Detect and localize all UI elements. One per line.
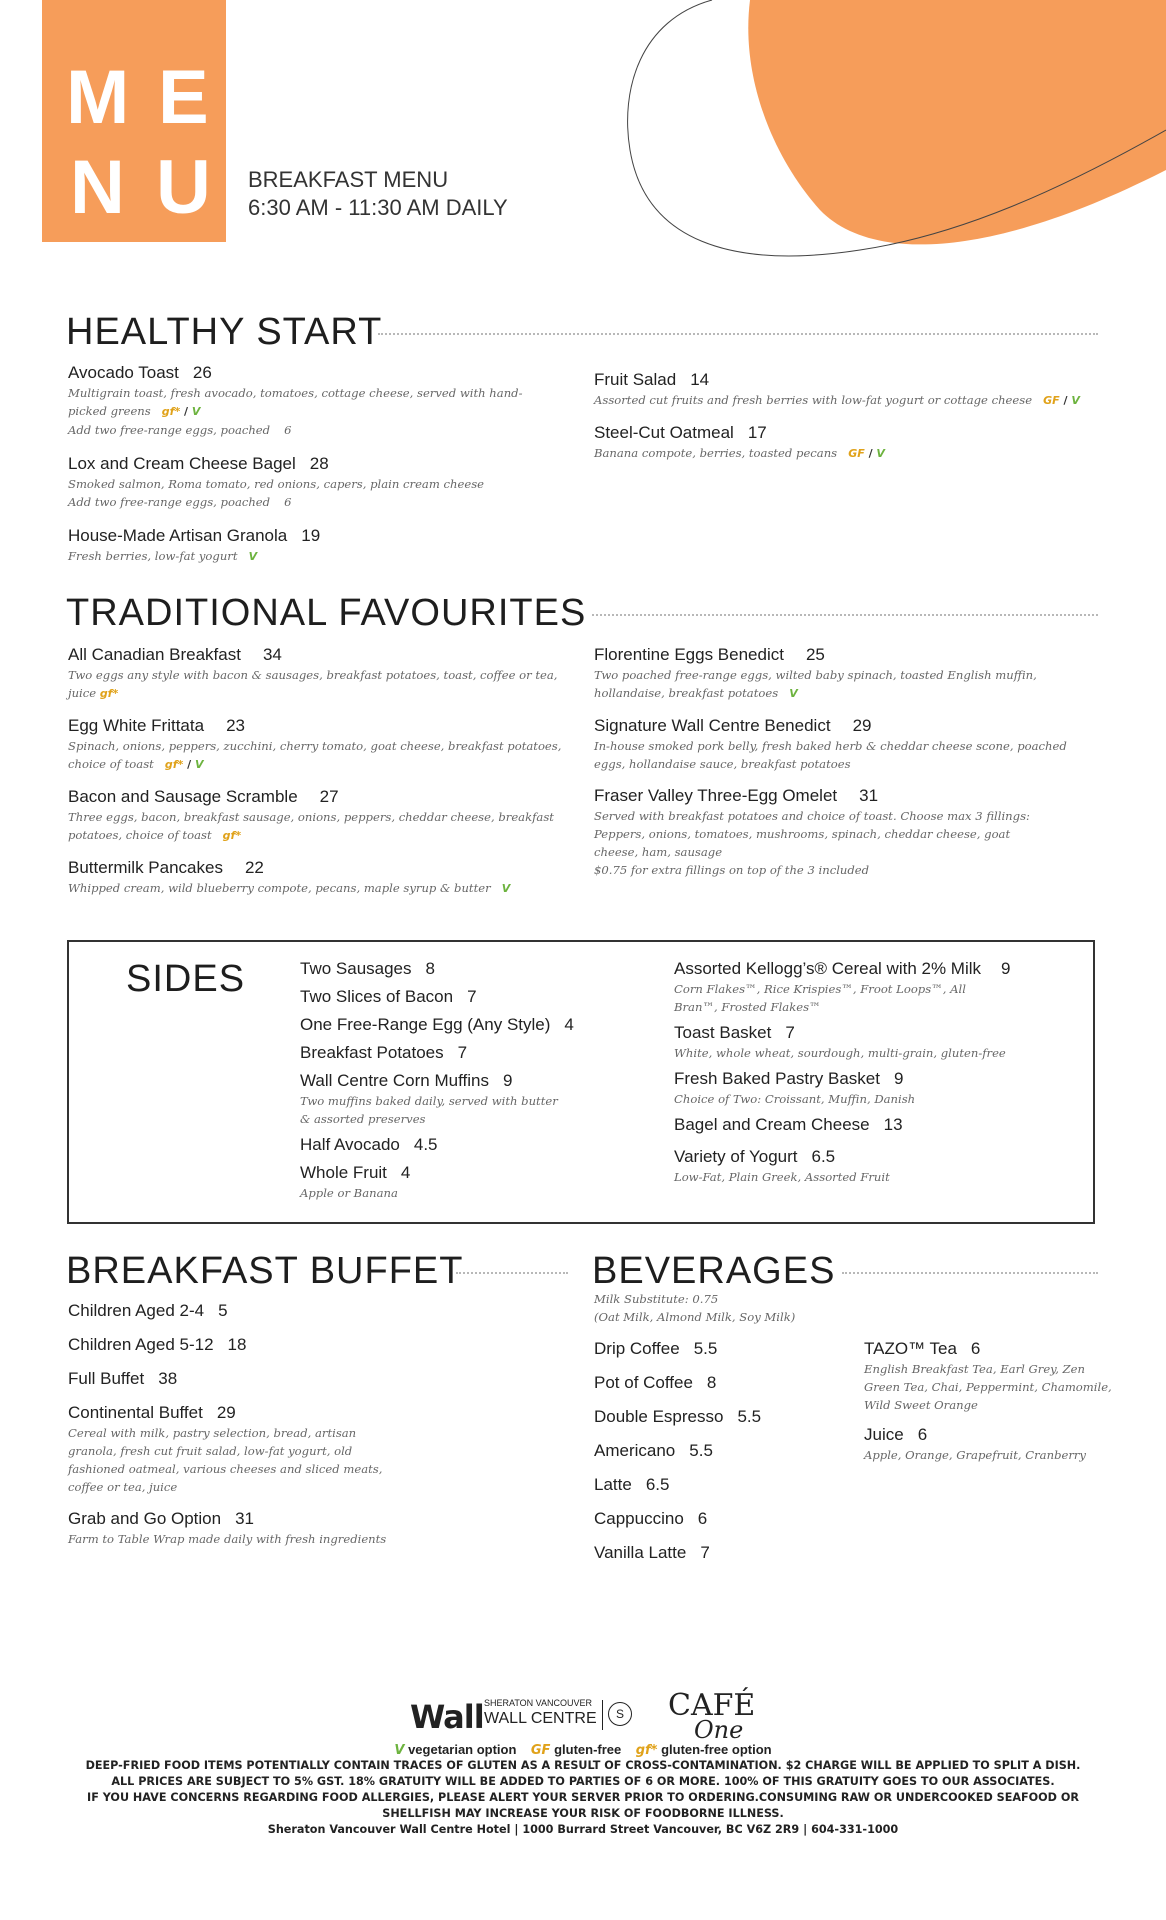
item-price: 22	[244, 858, 264, 877]
side-item	[674, 1114, 1084, 1136]
item-description: English Breakfast Tea, Earl Grey, Zen Green Tea, Chai, Peppermint, Chamomile, Wild Sweet Orange	[864, 1362, 1112, 1412]
item-description: Spinach, onions, peppers, zucchini, cherry tomato, goat cheese, breakfast potatoes, choice of toast	[68, 739, 562, 771]
item-name: Americano	[594, 1441, 676, 1460]
healthy-start-left-column	[68, 362, 548, 566]
item-price: 31	[859, 786, 879, 805]
item-name: Latte	[594, 1475, 632, 1494]
beverages-note	[594, 1290, 854, 1326]
item-price: 8	[706, 1373, 717, 1392]
item-name: Pot of Coffee	[594, 1373, 693, 1392]
sides-frame-corner	[1093, 940, 1095, 958]
menu-item-avocado-toast: Avocado Toast 26 Multigrain toast, fresh avocado, tomatoes, cottage cheese, served with hand-picked greens gf* / V Add two free-range eggs, poached 6	[68, 363, 523, 437]
menu-letter-e: E	[158, 55, 209, 140]
item-price: 18	[227, 1335, 247, 1354]
side-item	[300, 1042, 660, 1064]
section-divider	[378, 333, 1098, 335]
cafe-one-logo-script: One	[694, 1716, 744, 1744]
cafe-one-logo: CAFÉ	[668, 1688, 756, 1723]
footer	[0, 1742, 1166, 1838]
item-name: Grab and Go Option	[68, 1509, 222, 1528]
item-price: 14	[690, 370, 710, 389]
vegetarian-tag: V	[191, 405, 201, 418]
item-name: Half Avocado	[300, 1135, 400, 1154]
item-description: White, whole wheat, sourdough, multi-grain, gluten-free	[674, 1046, 1006, 1060]
legal-line: ALL PRICES ARE SUBJECT TO 5% GST. 18% GRATUITY WILL BE ADDED TO PARTIES OF 6 OR MORE. 100% OF THIS GRATUITY GOES TO OUR ASSOCIATES.	[111, 1775, 1055, 1788]
gluten-free-option-tag: gf*	[164, 758, 184, 771]
vegetarian-tag: V	[248, 550, 258, 563]
item-description: Apple or Banana	[300, 1186, 398, 1200]
item-name: Juice	[864, 1425, 904, 1444]
legal-line: DEEP-FRIED FOOD ITEMS POTENTIALLY CONTAIN TRACES OF GLUTEN AS A RESULT OF CROSS-CONTAMINATION. $2 CHARGE WILL BE APPLIED TO SPLIT A DISH.	[85, 1759, 1081, 1772]
buffet-item	[68, 1508, 488, 1548]
side-item	[674, 1022, 1084, 1062]
item-description: Served with breakfast potatoes and choice of toast. Choose max 3 fillings: Peppers, onions, tomatoes, mushrooms, spinach, cheddar cheese, goat cheese, ham, sausage	[594, 809, 1030, 859]
item-description: Whipped cream, wild blueberry compote, pecans, maple syrup & butter	[68, 881, 491, 895]
item-addon: Add two free-range eggs, poached	[68, 495, 271, 509]
section-title-beverages: BEVERAGES	[592, 1250, 836, 1292]
item-name: Whole Fruit	[300, 1163, 387, 1182]
vegetarian-tag: V	[501, 882, 511, 895]
item-name: Fraser Valley Three-Egg Omelet	[594, 786, 838, 805]
menu-subtitle-line2: 6:30 AM - 11:30 AM DAILY	[248, 195, 508, 220]
item-name: Fresh Baked Pastry Basket	[674, 1069, 880, 1088]
item-description: Low-Fat, Plain Greek, Assorted Fruit	[674, 1170, 890, 1184]
menu-item-lox-bagel	[68, 453, 548, 511]
decorative-shape	[600, 0, 1166, 270]
vegetarian-tag: V	[1071, 394, 1080, 407]
item-description: Two poached free-range eggs, wilted baby spinach, toasted English muffin, hollandaise, breakfast potatoes	[594, 668, 1037, 700]
legend-vegetarian-mark: V	[394, 1743, 405, 1758]
item-name: All Canadian Breakfast	[68, 645, 241, 664]
buffet-item	[68, 1368, 488, 1390]
wall-logo: Wall	[410, 1698, 484, 1736]
side-item	[300, 1014, 660, 1036]
menu-letter-n: N	[70, 145, 125, 230]
item-price: 13	[883, 1115, 903, 1134]
item-name: Drip Coffee	[594, 1339, 680, 1358]
side-item	[674, 1068, 1084, 1108]
menu-item-granola	[68, 525, 548, 566]
section-title-buffet: BREAKFAST BUFFET	[66, 1250, 464, 1292]
item-name: Signature Wall Centre Benedict	[594, 716, 831, 735]
item-description: Banana compote, berries, toasted pecans	[594, 446, 838, 460]
legal-line: SHELLFISH MAY INCREASE YOUR RISK OF FOODBORNE ILLNESS.	[382, 1807, 784, 1820]
item-description: Smoked salmon, Roma tomato, red onions, capers, plain cream cheese	[68, 477, 485, 491]
item-name: Wall Centre Corn Muffins	[300, 1071, 489, 1090]
side-item	[300, 986, 660, 1008]
sides-frame-corner	[67, 940, 69, 958]
menu-letter-u: U	[156, 145, 211, 230]
section-title-traditional: TRADITIONAL FAVOURITES	[66, 592, 587, 634]
menu-item-frittata: Egg White Frittata 23 Spinach, onions, peppers, zucchini, cherry tomato, goat cheese, breakfast potatoes, choice of toast gf* / V	[68, 716, 562, 771]
item-name: Toast Basket	[674, 1023, 772, 1042]
item-price: 9	[1001, 959, 1011, 978]
item-price: 6	[970, 1339, 981, 1358]
traditional-left-column	[68, 644, 568, 898]
side-item	[300, 958, 660, 980]
section-title-healthy-start: HEALTHY START	[66, 311, 383, 353]
item-price: 29	[852, 716, 872, 735]
wall-logo-name: WALL CENTRE	[484, 1710, 597, 1727]
menu-subtitle-line1: BREAKFAST MENU	[248, 167, 449, 192]
side-item	[674, 1146, 1084, 1186]
item-price: 19	[301, 526, 321, 545]
section-divider	[842, 1272, 1098, 1274]
side-item	[300, 1070, 660, 1128]
milk-substitute-note: Milk Substitute: 0.75	[594, 1292, 719, 1306]
item-description: Apple, Orange, Grapefruit, Cranberry	[864, 1448, 1086, 1462]
item-price: 9	[893, 1069, 904, 1088]
item-name: Bacon and Sausage Scramble	[68, 787, 298, 806]
menu-item-fruit-salad: Fruit Salad 14 Assorted cut fruits and fresh berries with low-fat yogurt or cottage cheese GF / V	[594, 370, 1080, 407]
hotel-address: Sheraton Vancouver Wall Centre Hotel | 1000 Burrard Street Vancouver, BC V6Z 2R9 | 604-331-1000	[267, 1823, 899, 1836]
beverages-right-column	[864, 1338, 1124, 1464]
item-name: One Free-Range Egg (Any Style)	[300, 1015, 551, 1034]
item-price: 28	[309, 454, 329, 473]
legend-gluten-free-mark: GF	[530, 1743, 551, 1758]
item-price: 8	[425, 959, 435, 978]
menu-title-block	[42, 0, 226, 242]
gluten-free-tag: GF	[1043, 394, 1060, 407]
buffet-column	[68, 1300, 488, 1548]
item-price: 29	[216, 1403, 236, 1422]
item-addon: Add two free-range eggs, poached	[68, 423, 271, 437]
beverage-item	[864, 1338, 1124, 1414]
item-name: Children Aged 2-4	[68, 1301, 205, 1320]
footer-logos	[410, 1688, 760, 1744]
vegetarian-tag: V	[789, 687, 798, 700]
item-name: Breakfast Potatoes	[300, 1043, 444, 1062]
item-name: Florentine Eggs Benedict	[594, 645, 784, 664]
item-name: Lox and Cream Cheese Bagel	[68, 454, 296, 473]
item-price: 9	[502, 1071, 513, 1090]
item-name: Full Buffet	[68, 1369, 145, 1388]
wall-logo-subtitle: SHERATON VANCOUVER	[484, 1698, 593, 1708]
beverage-item	[594, 1406, 844, 1428]
menu-letter-m: M	[66, 55, 130, 140]
item-description: Corn Flakes™, Rice Krispies™, Froot Loops™, All Bran™, Frosted Flakes™	[674, 982, 966, 1014]
item-price: 31	[235, 1509, 255, 1528]
item-description: Multigrain toast, fresh avocado, tomatoes, cottage cheese, served with hand-picked greens	[68, 386, 523, 418]
item-name: Egg White Frittata	[68, 716, 205, 735]
item-name: Fruit Salad	[594, 370, 677, 389]
beverage-item	[594, 1508, 844, 1530]
gluten-free-option-tag: gf*	[161, 405, 181, 418]
sides-frame-top	[67, 940, 1095, 942]
beverage-item	[594, 1542, 844, 1564]
item-name: Two Slices of Bacon	[300, 987, 454, 1006]
dietary-legend	[0, 1742, 1166, 1758]
beverage-item	[594, 1372, 844, 1394]
item-price: 25	[805, 645, 825, 664]
item-name: Assorted Kellogg’s® Cereal with 2% Milk	[674, 959, 982, 978]
traditional-right-column	[594, 644, 1094, 879]
item-price: 6	[917, 1425, 928, 1444]
beverage-item	[594, 1440, 844, 1462]
item-price: 5.5	[693, 1339, 718, 1358]
gluten-free-option-tag: gf*	[99, 687, 119, 700]
item-price: 4	[400, 1163, 411, 1182]
side-item	[300, 1134, 660, 1156]
item-description: Farm to Table Wrap made daily with fresh ingredients	[68, 1532, 387, 1546]
item-price: 4.5	[413, 1135, 438, 1154]
item-description: Choice of Two: Croissant, Muffin, Danish	[674, 1092, 916, 1106]
item-name: Continental Buffet	[68, 1403, 203, 1422]
item-price: 5	[218, 1301, 228, 1320]
sides-left-column	[300, 958, 660, 1202]
vegetarian-tag: V	[194, 758, 204, 771]
side-item	[674, 958, 1084, 1016]
item-price: 23	[226, 716, 245, 735]
item-description: Fresh berries, low-fat yogurt	[68, 549, 238, 563]
buffet-item	[68, 1300, 488, 1322]
gluten-free-option-tag: gf*	[222, 829, 242, 842]
menu-item-canadian-breakfast	[68, 644, 568, 703]
menu-item-pancakes	[68, 857, 568, 898]
item-price: 26	[192, 363, 212, 382]
section-title-sides: SIDES	[126, 958, 246, 1000]
menu-item-oatmeal: Steel-Cut Oatmeal 17 Banana compote, berries, toasted pecans GF / V	[594, 423, 885, 460]
item-addon-price: 6	[284, 423, 292, 437]
item-price: 7	[785, 1023, 795, 1042]
item-price: 7	[457, 1043, 468, 1062]
legend-gluten-free-text: gluten-free	[554, 1742, 622, 1757]
section-divider	[592, 614, 1098, 616]
item-name: TAZO™ Tea	[864, 1339, 957, 1358]
item-price: 6.5	[645, 1475, 670, 1494]
menu-item-omelet	[594, 785, 1094, 879]
sides-right-column	[674, 958, 1084, 1186]
menu-subtitle	[248, 166, 508, 222]
milk-substitute-options: (Oat Milk, Almond Milk, Soy Milk)	[594, 1310, 796, 1324]
item-addon: $0.75 for extra fillings on top of the 3 included	[594, 863, 870, 877]
item-description: Three eggs, bacon, breakfast sausage, onions, peppers, cheddar cheese, breakfast potatoes, choice of toast	[68, 810, 554, 842]
item-name: Double Espresso	[594, 1407, 724, 1426]
item-addon-price: 6	[284, 495, 292, 509]
buffet-item	[68, 1402, 488, 1496]
gluten-free-tag: GF	[848, 447, 865, 460]
item-price: 17	[747, 423, 767, 442]
healthy-start-right-column	[594, 369, 1094, 463]
item-price: 6	[697, 1509, 708, 1528]
beverage-item	[594, 1474, 844, 1496]
item-description: In-house smoked pork belly, fresh baked herb & cheddar cheese scone, poached eggs, hollandaise sauce, breakfast potatoes	[594, 739, 1067, 771]
item-name: Buttermilk Pancakes	[68, 858, 223, 877]
legal-line: IF YOU HAVE CONCERNS REGARDING FOOD ALLERGIES, PLEASE ALERT YOUR SERVER PRIOR TO ORDERING.CONSUMING RAW OR UNDERCOOKED SEAFOOD OR	[87, 1791, 1079, 1804]
legend-gluten-free-option-text: gluten-free option	[661, 1742, 772, 1757]
menu-item-signature-benedict	[594, 715, 1094, 773]
sheraton-seal-icon: S	[608, 1702, 632, 1726]
item-description: Two eggs any style with bacon & sausages, breakfast potatoes, toast, coffee or tea, juice	[68, 668, 558, 700]
side-item	[300, 1162, 660, 1202]
item-price: 34	[262, 645, 282, 664]
item-name: Children Aged 5-12	[68, 1335, 214, 1354]
item-name: Cappuccino	[594, 1509, 684, 1528]
item-price: 27	[319, 787, 339, 806]
item-name: Vanilla Latte	[594, 1543, 687, 1562]
beverage-item	[594, 1338, 844, 1360]
menu-item-florentine-benedict	[594, 644, 1094, 703]
item-name: House-Made Artisan Granola	[68, 526, 288, 545]
item-name: Two Sausages	[300, 959, 412, 978]
item-description: Cereal with milk, pastry selection, bread, artisan granola, fresh cut fruit salad, low-fat yogurt, old fashioned oatmeal, various cheeses and sliced meats, coffee or tea, juice	[68, 1426, 383, 1494]
item-name: Steel-Cut Oatmeal	[594, 423, 734, 442]
logo-separator	[602, 1700, 603, 1730]
item-price: 4	[564, 1015, 574, 1034]
beverages-left-column	[594, 1338, 844, 1564]
item-price: 6.5	[811, 1147, 836, 1166]
item-name: Variety of Yogurt	[674, 1147, 798, 1166]
item-price: 7	[467, 987, 477, 1006]
buffet-item	[68, 1334, 488, 1356]
menu-item-scramble	[68, 786, 568, 845]
item-description: Two muffins baked daily, served with butter & assorted preserves	[300, 1094, 558, 1126]
item-name: Bagel and Cream Cheese	[674, 1115, 870, 1134]
vegetarian-tag: V	[876, 447, 885, 460]
legend-vegetarian-text: vegetarian option	[408, 1742, 517, 1757]
beverage-item	[864, 1424, 1124, 1464]
legend-gluten-free-option-mark: gf*	[635, 1743, 658, 1758]
item-name: Avocado Toast	[68, 363, 179, 382]
item-price: 7	[700, 1543, 710, 1562]
item-price: 5.5	[689, 1441, 713, 1460]
item-description: Assorted cut fruits and fresh berries with low-fat yogurt or cottage cheese	[594, 393, 1033, 407]
section-divider	[456, 1272, 568, 1274]
item-price: 5.5	[737, 1407, 762, 1426]
item-price: 38	[158, 1369, 178, 1388]
